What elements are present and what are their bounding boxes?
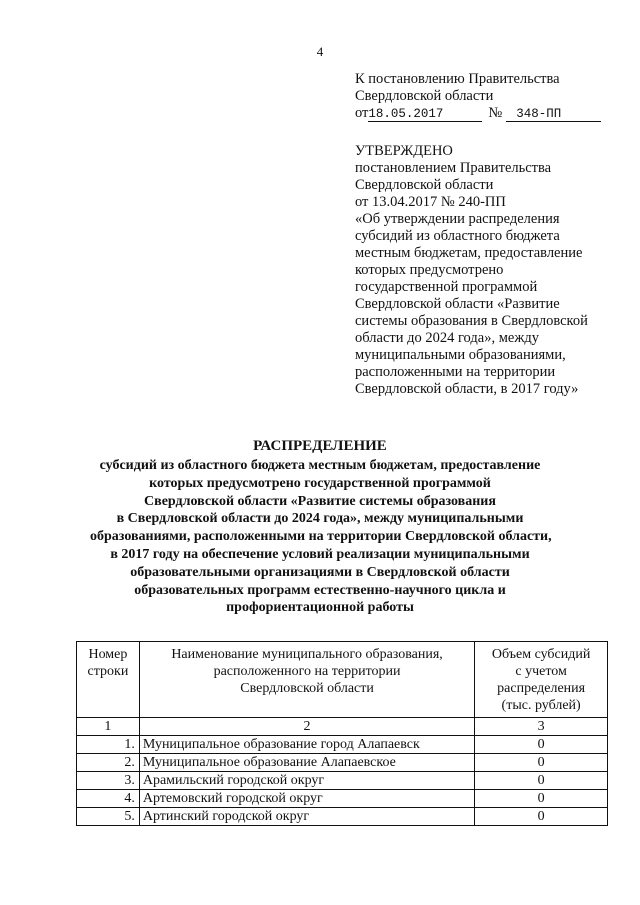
resolution-number: 348-ПП (506, 107, 601, 122)
municipality-name: Муниципальное образование Алапаевское (139, 754, 474, 772)
approved-line: системы образования в Свердловской (355, 313, 588, 329)
table-row (77, 754, 608, 772)
approved-line: от 13.04.2017 № 240-ПП (355, 194, 506, 210)
resolution-reference-block (355, 71, 625, 122)
subsidy-value: 0 (475, 772, 608, 790)
page-number: 4 (316, 44, 324, 59)
approved-line: Свердловской области «Развитие (355, 296, 560, 312)
resolution-date: 18.05.2017 (368, 107, 482, 122)
heading-line: профориентационной работы (226, 600, 414, 616)
subsidy-value: 0 (475, 736, 608, 754)
subsidy-value: 0 (475, 808, 608, 826)
index-cell: 1 (77, 718, 140, 736)
heading-line: субсидий из областного бюджета местным бюджетам, предоставление (99, 458, 541, 473)
row-number: 1. (77, 736, 140, 754)
resolution-line-1: К постановлению Правительства (355, 71, 560, 87)
heading-line: в Свердловской области до 2024 года», между муниципальными (116, 511, 524, 527)
number-sign: № (488, 105, 503, 121)
approved-line: области до 2024 года», между (355, 330, 539, 346)
approved-line: Свердловской области (355, 177, 494, 193)
approved-line: расположенными на территории (355, 364, 556, 380)
table-header-row (77, 642, 608, 718)
approved-line: Свердловской области, в 2017 году» (355, 381, 579, 397)
column-index-row (77, 718, 608, 736)
heading-title: РАСПРЕДЕЛЕНИЕ (253, 438, 387, 454)
heading-line: которых предусмотрено государственной программой (149, 475, 491, 491)
document-heading (90, 437, 550, 617)
approval-stamp-block (355, 143, 625, 398)
approved-line: государственной программой (355, 279, 538, 295)
header-municipality-name: Наименование муниципального образования, расположенного на территории Свердловской области (139, 642, 474, 718)
approved-line: которых предусмотрено (355, 262, 504, 278)
header-subsidy-volume: Объем субсидий с учетом распределения (тыс. рублей) (475, 642, 608, 718)
heading-line: Свердловской области «Развитие системы образования (144, 493, 496, 509)
table-row (77, 736, 608, 754)
approved-line: местным бюджетам, предоставление (355, 245, 583, 261)
index-cell: 2 (139, 718, 474, 736)
approved-line: муниципальными образованиями, (355, 347, 566, 363)
resolution-date-number-line (355, 105, 625, 122)
approved-line: «Об утверждении распределения (355, 211, 560, 227)
header-row-number: Номер строки (77, 642, 140, 718)
row-number: 5. (77, 808, 140, 826)
row-number: 2. (77, 754, 140, 772)
subsidies-table (76, 641, 608, 826)
approved-line: субсидий из областного бюджета (355, 228, 560, 244)
subsidy-value: 0 (475, 790, 608, 808)
row-number: 4. (77, 790, 140, 808)
table-row (77, 772, 608, 790)
from-label: от (355, 105, 369, 121)
municipality-name: Артемовский городской округ (139, 790, 474, 808)
municipality-name: Артинский городской округ (139, 808, 474, 826)
heading-line: в 2017 году на обеспечение условий реализации муниципальными (110, 546, 530, 562)
municipality-name: Муниципальное образование город Алапаевск (139, 736, 474, 754)
heading-line: образовательными организациями в Свердловской области (130, 564, 510, 580)
municipality-name: Арамильский городской округ (139, 772, 474, 790)
approved-line: постановлением Правительства (355, 160, 552, 176)
table-row (77, 808, 608, 826)
heading-line: образовательных программ естественно-научного цикла и (134, 582, 506, 598)
resolution-line-2: Свердловской области (355, 88, 494, 104)
subsidy-value: 0 (475, 754, 608, 772)
table-row (77, 790, 608, 808)
row-number: 3. (77, 772, 140, 790)
approved-line: УТВЕРЖДЕНО (355, 143, 453, 159)
index-cell: 3 (475, 718, 608, 736)
heading-line: образованиями, расположенными на территории Свердловской области, (90, 529, 552, 545)
